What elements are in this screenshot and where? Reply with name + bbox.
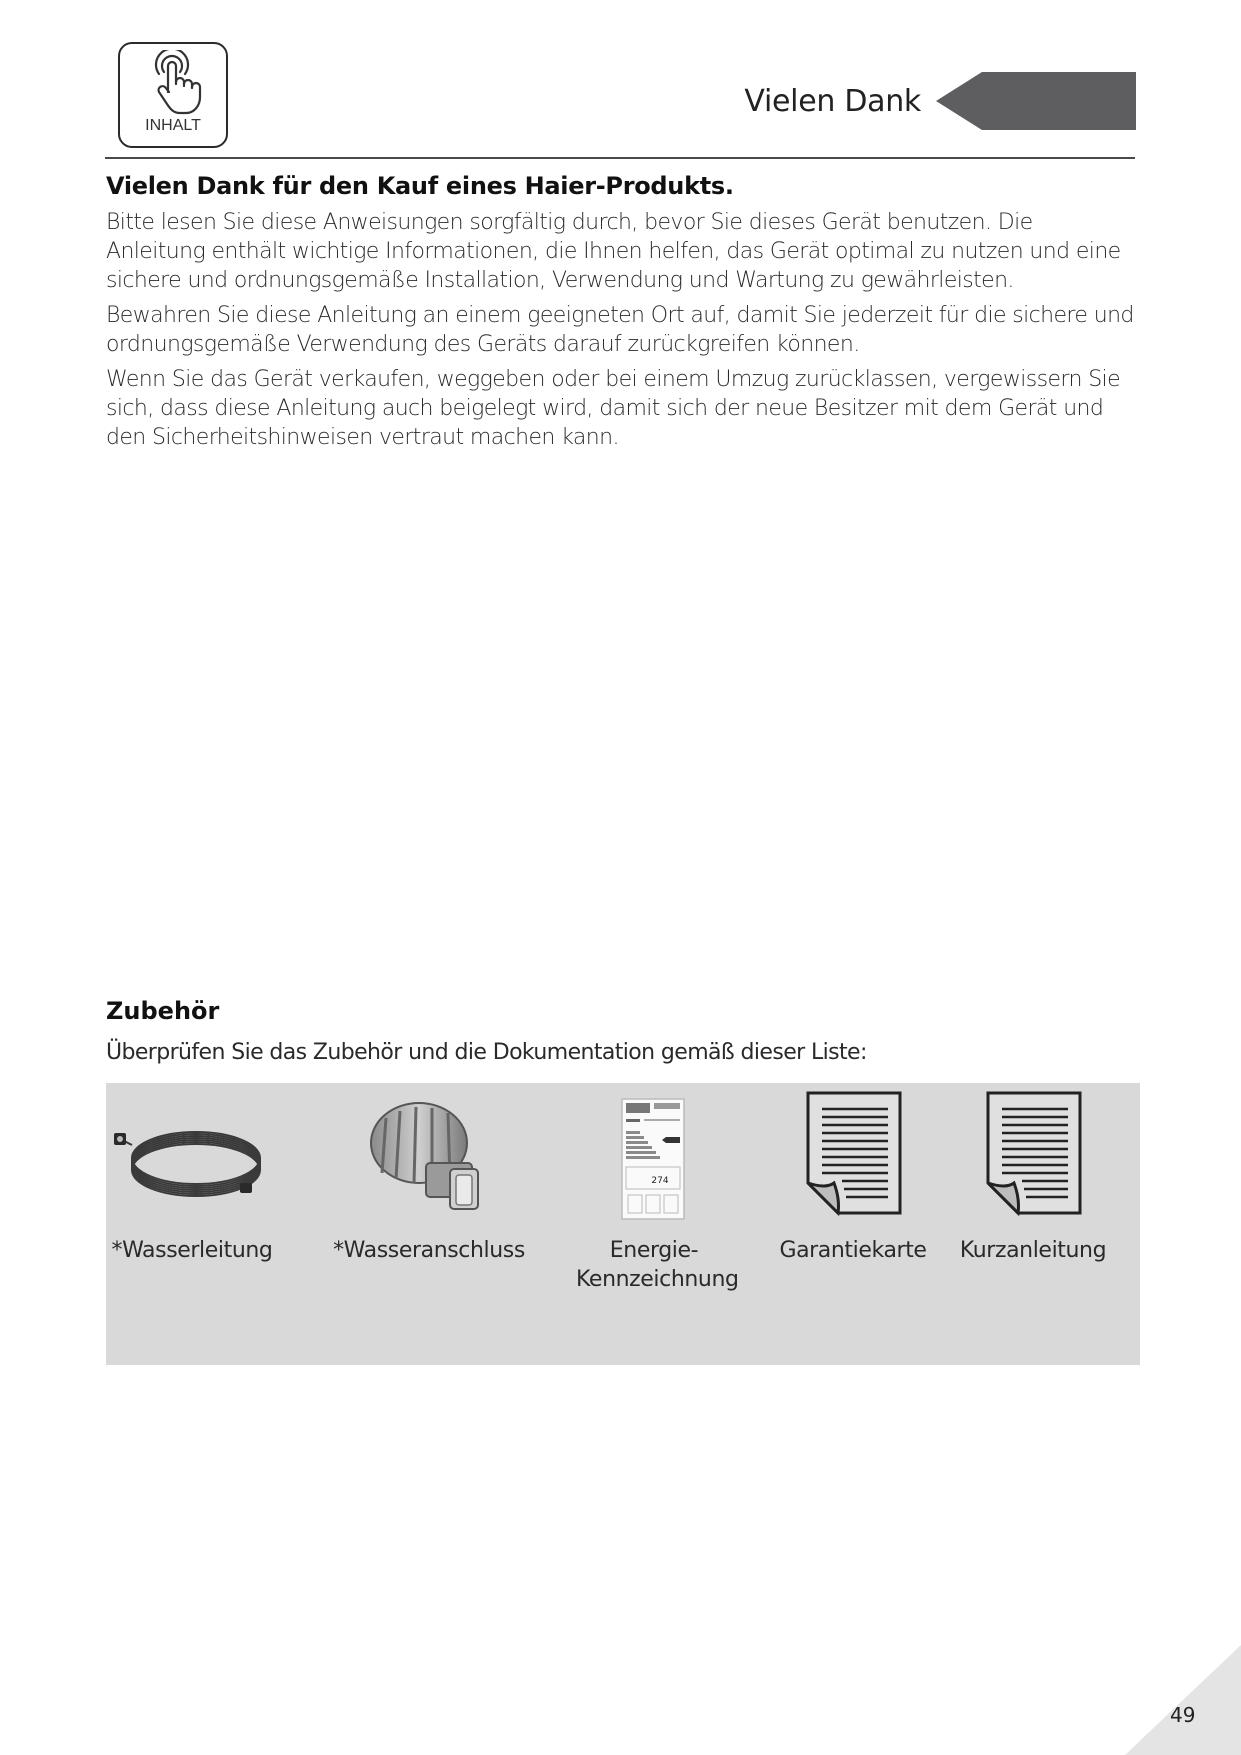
- intro-paragraph-2: Bewahren Sie diese Anleitung an einem geeigneten Ort auf, damit Sie jederzeit für die sichere und ordnungsgemäße Verwendung des Geräts darauf zurückgreifen können.: [106, 303, 1134, 357]
- intro-paragraph-3: Wenn Sie das Gerät verkaufen, weggeben oder bei einem Umzug zurücklassen, vergewissern Sie sich, dass diese Anleitung auch beigelegt wird, damit sich der neue Besitzer mit dem Gerät und den Sicherheitshinweisen vertraut machen kann.: [106, 367, 1120, 450]
- accessory-item-energy-label: [576, 1083, 739, 1292]
- accessory-item-water-connector: [333, 1083, 525, 1263]
- inhalt-button[interactable]: [118, 42, 228, 148]
- intro-heading: Vielen Dank für den Kauf eines Haier-Produkts.: [106, 172, 734, 200]
- page-corner-shape: [1125, 1645, 1241, 1755]
- accessory-label-energy-label: Energie- Kennzeichnung: [576, 1238, 739, 1292]
- accessories-heading: Zubehör: [106, 997, 220, 1025]
- accessory-item-water-hose: [111, 1083, 273, 1263]
- header-tab-shape: [936, 70, 1136, 132]
- accessory-label-water-connector: *Wasseranschluss: [333, 1238, 525, 1263]
- water-hose-icon: [114, 1083, 270, 1233]
- intro-paragraph-1: Bitte lesen Sie diese Anweisungen sorgfältig durch, bevor Sie dieses Gerät benutzen. Die Anleitung enthält wichtige Informationen, die Ihnen helfen, das Gerät optimal zu nutzen und eine sichere und ordnungsgemäße Installation, Verwendung und Wartung zu gewährleisten.: [106, 210, 1121, 293]
- inhalt-label: INHALT: [145, 117, 201, 134]
- accessory-item-quick-guide: [959, 1083, 1107, 1263]
- accessory-label-quick-guide: Kurzanleitung: [959, 1238, 1107, 1263]
- accessory-item-warranty-card: [779, 1083, 927, 1263]
- energy-label-value: 274: [651, 1176, 669, 1186]
- accessory-label-warranty-card: Garantiekarte: [779, 1238, 927, 1263]
- page-title: Vielen Dank: [744, 84, 921, 119]
- touch-hand-icon: [145, 50, 205, 116]
- header-divider: [105, 157, 1135, 159]
- accessory-label-water-hose: *Wasserleitung: [111, 1238, 273, 1263]
- document-icon: [798, 1083, 908, 1233]
- intro-body: [106, 208, 1136, 458]
- water-connector-icon: [364, 1083, 494, 1233]
- intro-section: [106, 172, 1136, 200]
- document-icon: [978, 1083, 1088, 1233]
- accessories-intro: Überprüfen Sie das Zubehör und die Dokumentation gemäß dieser Liste:: [106, 1040, 867, 1065]
- page-number: 49: [1170, 1703, 1196, 1727]
- accessories-panel: [106, 1083, 1140, 1365]
- energy-label-icon: [616, 1083, 692, 1233]
